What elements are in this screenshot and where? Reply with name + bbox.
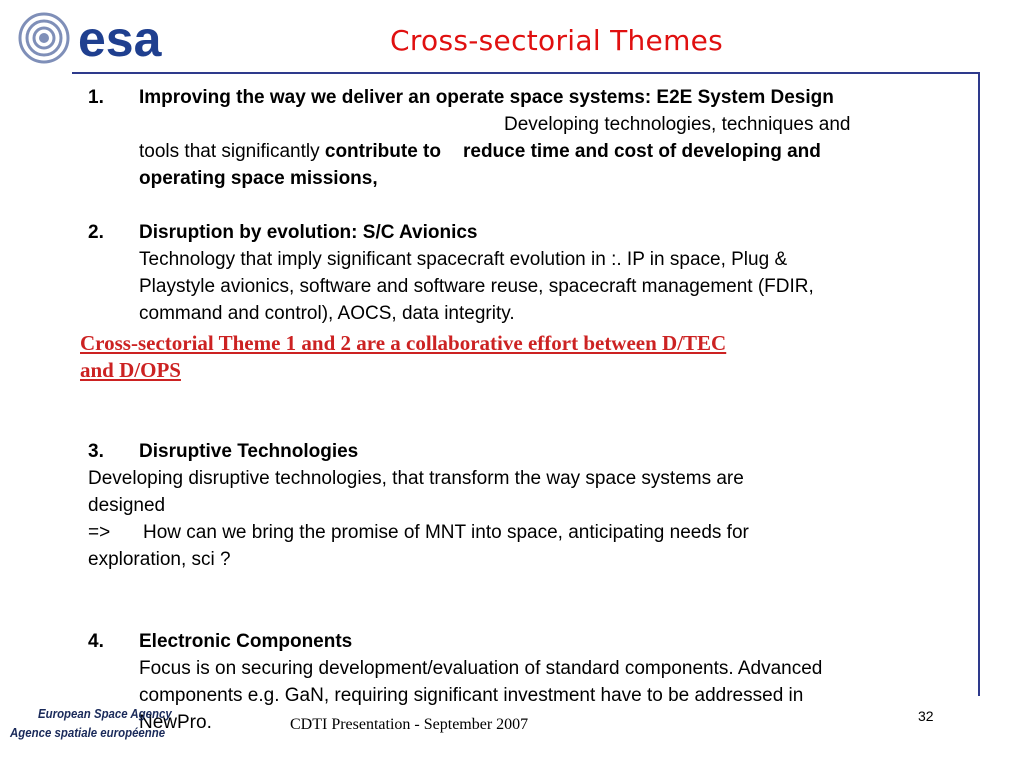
item-1-line2-bold-b: reduce time and cost of developing and bbox=[462, 141, 821, 162]
collaboration-note bbox=[80, 330, 880, 384]
item-1-line3: operating space missions, bbox=[139, 168, 378, 189]
item-1-heading: Improving the way we deliver an operate space systems: E2E System Design bbox=[139, 87, 834, 108]
page-number: 32 bbox=[918, 708, 934, 724]
item-4-heading: Electronic Components bbox=[139, 631, 353, 652]
item-1-number: 1. bbox=[88, 87, 104, 108]
agency-name-fr: Agence spatiale européenne bbox=[10, 725, 166, 740]
esa-logo-text: esa bbox=[78, 11, 162, 67]
item-4-number: 4. bbox=[88, 631, 104, 652]
item-4-line3: NewPro. bbox=[139, 712, 212, 733]
item-2-number: 2. bbox=[88, 222, 104, 243]
item-3-heading: Disruptive Technologies bbox=[139, 441, 359, 462]
item-3-arrow-text: How can we bring the promise of MNT into space, anticipating needs for bbox=[143, 522, 749, 543]
item-1-line1: Developing technologies, techniques and bbox=[504, 114, 851, 135]
agency-name-en: European Space Agency bbox=[38, 706, 172, 721]
agency-wordmark bbox=[10, 700, 190, 750]
collaboration-note-line1: Cross-sectorial Theme 1 and 2 are a collaborative effort between D/TEC bbox=[80, 331, 727, 355]
item-2-line1: Technology that imply significant spacecraft evolution in :. IP in space, Plug & bbox=[139, 249, 788, 270]
item-3-arrow-line2: exploration, sci ? bbox=[88, 549, 231, 570]
slide-title: Cross-sectorial Themes bbox=[390, 24, 724, 57]
item-1-line2 bbox=[139, 138, 821, 165]
footer-presentation: CDTI Presentation - September 2007 bbox=[290, 716, 529, 733]
collaboration-note-line2: and D/OPS bbox=[80, 358, 181, 382]
item-2-line3: command and control), AOCS, data integrity. bbox=[139, 303, 515, 324]
item-1-line2-bold-a: contribute to bbox=[324, 141, 441, 162]
item-3-number: 3. bbox=[88, 441, 104, 462]
item-1-line2-plain: tools that significantly bbox=[139, 141, 325, 162]
item-2-heading: Disruption by evolution: S/C Avionics bbox=[139, 222, 478, 243]
item-4-line2: components e.g. GaN, requiring significant investment have to be addressed in bbox=[139, 685, 804, 706]
item-3-line1: Developing disruptive technologies, that transform the way space systems are bbox=[88, 468, 744, 489]
item-3-line2: designed bbox=[88, 495, 166, 516]
item-2-line2: Playstyle avionics, software and software reuse, spacecraft management (FDIR, bbox=[139, 276, 814, 297]
item-4-line1: Focus is on securing development/evaluation of standard components. Advanced bbox=[139, 658, 823, 679]
item-3-arrow: => bbox=[88, 522, 111, 543]
